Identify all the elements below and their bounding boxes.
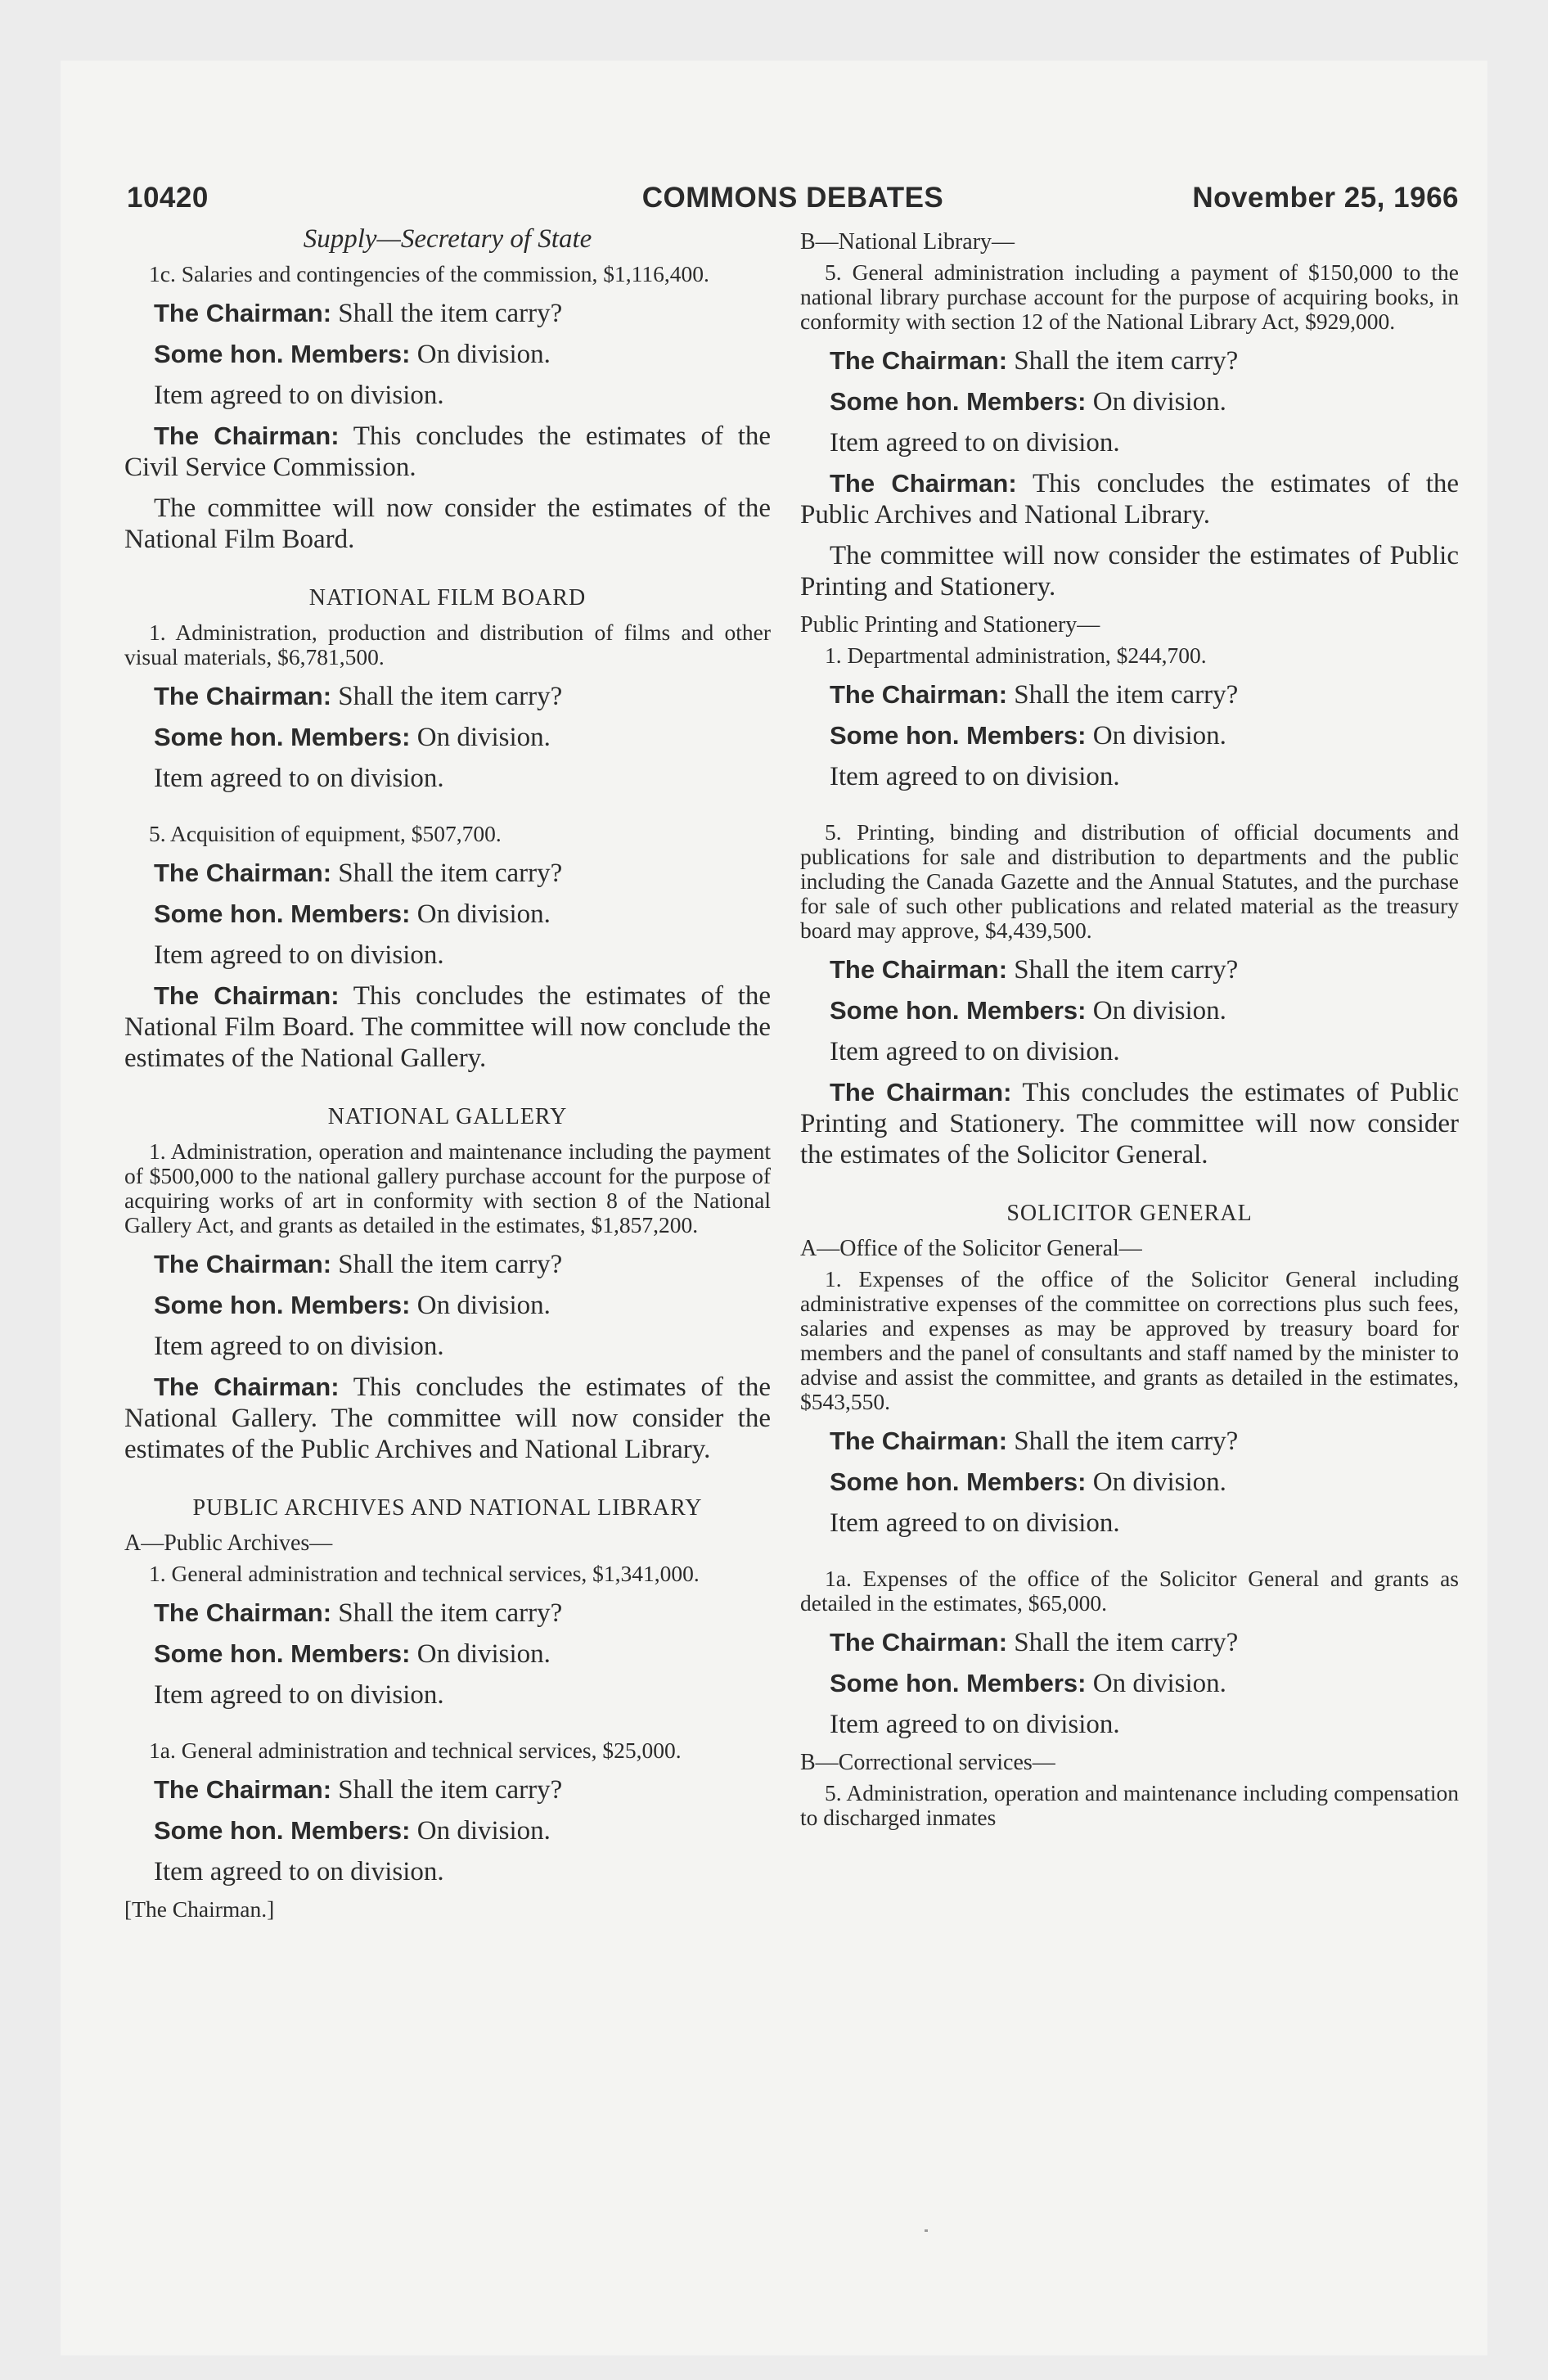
speaker-name: Some hon. Members:: [830, 721, 1087, 750]
speaker-name: Some hon. Members:: [830, 1669, 1087, 1697]
chairman-question: The Chairman: Shall the item carry?: [830, 1628, 1239, 1657]
speaker-name: The Chairman:: [154, 421, 340, 450]
section-heading: NATIONAL GALLERY: [327, 1104, 568, 1129]
chairman-question: The Chairman: Shall the item carry?: [154, 1598, 563, 1628]
item-agreed: Item agreed to on division.: [830, 1508, 1120, 1538]
subsection-heading: A—Public Archives—: [124, 1530, 333, 1556]
item-agreed: Item agreed to on division.: [830, 1037, 1120, 1066]
estimate-item: 1. Administration, production and distribution of films and other visual materials, $6,781,500.: [124, 620, 771, 669]
item-agreed: Item agreed to on division.: [154, 1857, 444, 1886]
estimate-item: 5. Administration, operation and maintenance including compensation to discharged inmates: [800, 1780, 1459, 1830]
speaker-name: The Chairman:: [830, 346, 1008, 375]
item-agreed: Item agreed to on division.: [830, 762, 1120, 791]
speaker-name: Some hon. Members:: [830, 387, 1087, 416]
speaker-name: Some hon. Members:: [830, 996, 1087, 1025]
estimate-item: 1. General administration and technical services, $1,341,000.: [149, 1561, 700, 1586]
estimate-item: 1a. Expenses of the office of the Solicitor General and grants as detailed in the estimates, $65,000.: [800, 1566, 1459, 1616]
speaker-name: Some hon. Members:: [154, 1639, 411, 1668]
section-running-head: Supply—Secretary of State: [303, 224, 592, 254]
estimate-item: 1. Departmental administration, $244,700.: [825, 642, 1207, 668]
running-title: COMMONS DEBATES: [641, 182, 944, 214]
scan-speck: [925, 2229, 928, 2232]
subsection-heading: B—Correctional services—: [800, 1750, 1055, 1775]
chairman-question: The Chairman: Shall the item carry?: [154, 1775, 563, 1805]
speaker-name: The Chairman:: [830, 1078, 1012, 1107]
section-heading: NATIONAL FILM BOARD: [308, 585, 587, 611]
members-response: Some hon. Members: On division.: [154, 1291, 551, 1320]
members-response: Some hon. Members: On division.: [154, 1639, 551, 1669]
item-agreed: Item agreed to on division.: [154, 940, 444, 970]
members-response: Some hon. Members: On division.: [154, 340, 551, 369]
speaker-name: The Chairman:: [154, 682, 332, 710]
speaker-name: The Chairman:: [154, 299, 332, 327]
speaker-name: The Chairman:: [830, 680, 1008, 709]
item-agreed: Item agreed to on division.: [154, 1680, 444, 1710]
subsection-heading: A—Office of the Solicitor General—: [800, 1236, 1142, 1261]
speaker-name: The Chairman:: [830, 1427, 1008, 1455]
page-number: 10420: [127, 182, 209, 214]
estimate-item: 1c. Salaries and contingencies of the commission, $1,116,400.: [149, 261, 709, 286]
item-agreed: Item agreed to on division.: [154, 381, 444, 410]
estimate-item: 1a. General administration and technical services, $25,000.: [149, 1738, 682, 1763]
chairman-question: The Chairman: Shall the item carry?: [154, 1250, 563, 1279]
right-column: [800, 223, 1459, 1841]
item-agreed: Item agreed to on division.: [830, 428, 1120, 458]
chairman-statement: The Chairman: This concludes the estimates of the Public Archives and National Library.: [800, 469, 1460, 530]
estimate-item: 1. Administration, operation and maintenance including the payment of $500,000 to the national gallery purchase account for the purpose of acquiring works of art in conformity with section 8 of the National Gallery Act, and grants as detailed in the estimates, $1,857,200.: [124, 1138, 771, 1237]
left-column: [124, 223, 771, 1933]
members-response: Some hon. Members: On division.: [830, 1669, 1226, 1698]
members-response: Some hon. Members: On division.: [154, 1816, 551, 1846]
chairman-question: The Chairman: Shall the item carry?: [154, 299, 563, 328]
speaker-name: The Chairman:: [154, 1373, 340, 1401]
chairman-statement: The Chairman: This concludes the estimates of the Civil Service Commission.: [124, 421, 772, 482]
page-date: November 25, 1966: [1192, 182, 1459, 214]
chairman-question: The Chairman: Shall the item carry?: [154, 682, 563, 711]
item-agreed: Item agreed to on division.: [154, 764, 444, 793]
members-response: Some hon. Members: On division.: [830, 1467, 1226, 1497]
chairman-statement: The Chairman: This concludes the estimates of Public Printing and Stationery. The committee will now consider the estimates of the Solicitor General.: [800, 1078, 1460, 1170]
speaker-name: The Chairman:: [154, 859, 332, 887]
members-response: Some hon. Members: On division.: [830, 387, 1226, 417]
section-heading: PUBLIC ARCHIVES AND NATIONAL LIBRARY: [192, 1495, 703, 1521]
chairman-question: The Chairman: Shall the item carry?: [154, 859, 563, 888]
speaker-name: Some hon. Members:: [154, 1291, 411, 1319]
speaker-name: Some hon. Members:: [154, 1816, 411, 1845]
estimate-item: 5. General administration including a payment of $150,000 to the national library purchase account for the purpose of acquiring books, in conformity with section 12 of the National Library Act, $929,000.: [800, 259, 1459, 334]
members-response: Some hon. Members: On division.: [154, 899, 551, 929]
chairman-statement: The Chairman: This concludes the estimates of the National Gallery. The committee will now consider the estimates of the Public Archives and National Library.: [124, 1373, 772, 1464]
speaker-name: Some hon. Members:: [154, 723, 411, 751]
speaker-name: The Chairman:: [154, 981, 340, 1010]
item-agreed: Item agreed to on division.: [154, 1332, 444, 1361]
chairman-question: The Chairman: Shall the item carry?: [830, 1427, 1239, 1456]
footer-note: [The Chairman.]: [124, 1896, 275, 1922]
speaker-name: The Chairman:: [830, 1628, 1008, 1657]
estimate-item: 5. Acquisition of equipment, $507,700.: [149, 821, 502, 846]
estimate-item: 5. Printing, binding and distribution of official documents and publications for sale and distribution to departments and the public including the Canada Gazette and the Annual Statutes, and the purchase for sale of such other publications and related material as the treasury board may approve, $4,439,500.: [800, 819, 1459, 943]
section-heading: SOLICITOR GENERAL: [1006, 1201, 1253, 1226]
chairman-statement: The Chairman: This concludes the estimates of the National Film Board. The committee will now conclude the estimates of the National Gallery.: [124, 981, 772, 1073]
speaker-name: Some hon. Members:: [154, 340, 411, 368]
speaker-name: The Chairman:: [154, 1598, 332, 1627]
chairman-question: The Chairman: Shall the item carry?: [830, 955, 1239, 985]
subsection-heading: B—National Library—: [800, 229, 1015, 255]
speaker-name: The Chairman:: [830, 955, 1008, 984]
estimate-item: 1. Expenses of the office of the Solicitor General including administrative expenses of the committee on corrections plus such fees, salaries and expenses as may be approved by treasury board for members and the panel of consultants and staff named by the minister to advise and assist the committee, and grants as detailed in the estimates, $543,550.: [800, 1266, 1459, 1414]
speaker-name: The Chairman:: [154, 1775, 332, 1804]
committee-statement: The committee will now consider the estimates of Public Printing and Stationery.: [800, 541, 1459, 602]
speaker-name: The Chairman:: [830, 469, 1017, 498]
page-header: [127, 182, 1459, 218]
chairman-question: The Chairman: Shall the item carry?: [830, 346, 1239, 376]
members-response: Some hon. Members: On division.: [830, 721, 1226, 751]
members-response: Some hon. Members: On division.: [830, 996, 1226, 1025]
subsection-heading: Public Printing and Stationery—: [800, 612, 1100, 638]
committee-statement: The committee will now consider the estimates of the National Film Board.: [124, 494, 771, 554]
members-response: Some hon. Members: On division.: [154, 723, 551, 752]
chairman-question: The Chairman: Shall the item carry?: [830, 680, 1239, 710]
speaker-name: The Chairman:: [154, 1250, 332, 1278]
speaker-name: Some hon. Members:: [830, 1467, 1087, 1496]
item-agreed: Item agreed to on division.: [830, 1710, 1120, 1739]
speaker-name: Some hon. Members:: [154, 899, 411, 928]
